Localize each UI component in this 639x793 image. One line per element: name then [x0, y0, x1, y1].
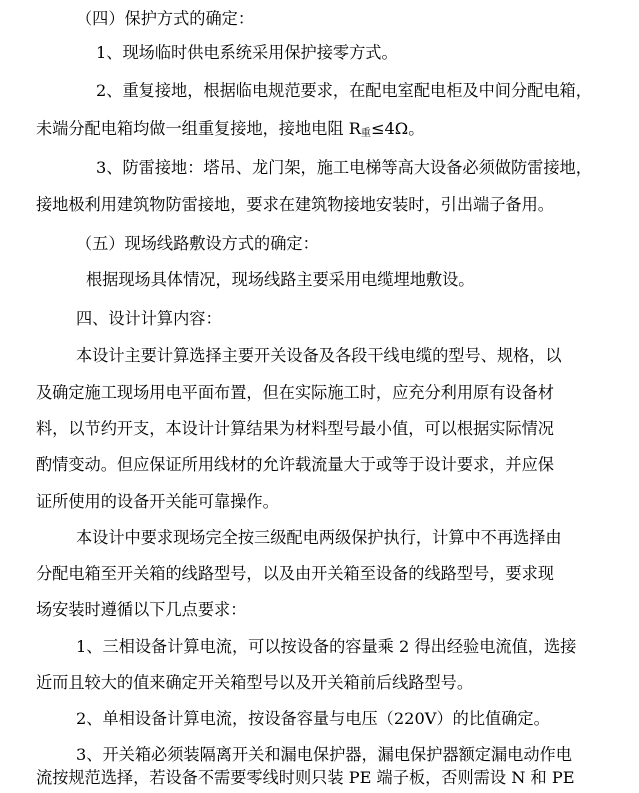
paragraph-line: 料，以节约开支，本设计计算结果为材料型号最小值，可以根据实际情况 — [36, 419, 554, 438]
paragraph-line-resistance — [36, 114, 639, 144]
paragraph-line: 2、单相设备计算电流，按设备容量与电压（220V）的比值确定。 — [76, 709, 550, 728]
paragraph-line: 根据现场具体情况，现场线路主要采用电缆埋地敷设。 — [86, 270, 475, 289]
paragraph-line: 流按规范选择，若设备不需要零线时则只装 PE 端子板，否则需设 N 和 PE — [36, 768, 575, 787]
paragraph-line: 分配电箱至开关箱的线路型号，以及由开关箱至设备的线路型号，要求现 — [36, 564, 554, 583]
paragraph-line: 接地极利用建筑物防雷接地，要求在建筑物接地安装时，引出端子备用。 — [36, 195, 554, 214]
paragraph-line: 本设计中要求现场完全按三级配电两级保护执行，计算中不再选择由 — [76, 528, 562, 547]
paragraph-line: 3、开关箱必须装隔离开关和漏电保护器，漏电保护器额定漏电动作电 — [76, 745, 572, 764]
paragraph-line: 2、重复接地，根据临电规范要求，在配电室配电柜及中间分配电箱， — [96, 81, 592, 100]
paragraph-line: 1、三相设备计算电流，可以按设备的容量乘 2 得出经验电流值，选接 — [76, 637, 577, 656]
paragraph-line: 场安装时遵循以下几点要求： — [36, 600, 247, 619]
heading-design-calculation: 四、设计计算内容： — [76, 309, 222, 328]
resistance-value: ≤4Ω。 — [370, 119, 425, 138]
paragraph-line: 证所使用的设备开关能可靠操作。 — [36, 492, 279, 511]
paragraph-line: 1、现场临时供电系统采用保护接零方式。 — [96, 43, 398, 62]
paragraph-line: 本设计主要计算选择主要开关设备及各段干线电缆的型号、规格，以 — [76, 346, 562, 365]
resistance-text: 未端分配电箱均做一组重复接地，接地电阻 R — [36, 119, 361, 138]
paragraph-line: 3、防雷接地：塔吊、龙门架，施工电梯等高大设备必须做防雷接地， — [96, 158, 592, 177]
heading-wiring-method: （五）现场线路敷设方式的确定： — [76, 234, 319, 253]
paragraph-line: 及确定施工现场用电平面布置，但在实际施工时，应充分利用原有设备材 — [36, 383, 554, 402]
paragraph-line: 酌情变动。但应保证所用线材的允许载流量大于或等于设计要求，并应保 — [36, 455, 554, 474]
resistance-subscript: 重 — [360, 128, 371, 139]
heading-protection-method: （四）保护方式的确定： — [76, 9, 255, 28]
paragraph-line: 近而且较大的值来确定开关箱型号以及开关箱前后线路型号。 — [36, 673, 474, 692]
